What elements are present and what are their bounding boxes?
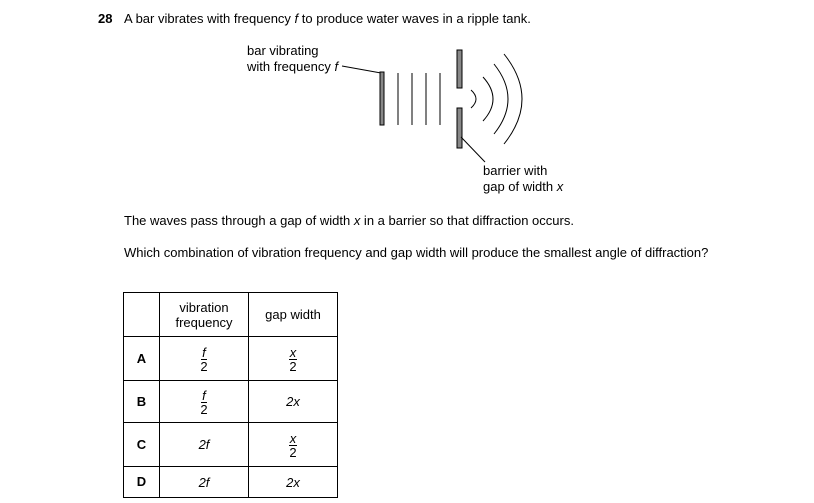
barrier-bottom bbox=[457, 108, 462, 148]
question-text: A bar vibrates with frequency f to produce water waves in a ripple tank. bbox=[124, 11, 531, 26]
option-row-d[interactable] bbox=[124, 467, 338, 498]
barrier-label bbox=[483, 163, 563, 195]
barrier-top bbox=[457, 50, 462, 88]
barrier-label-line1: barrier with bbox=[483, 163, 548, 178]
curved-wavefront-4 bbox=[504, 54, 522, 144]
option-row-b[interactable] bbox=[124, 381, 338, 423]
bar-label-line2: with frequency f bbox=[247, 59, 339, 74]
gap-value: 2x bbox=[286, 474, 300, 490]
frac-numerator: f bbox=[202, 387, 206, 403]
header-gap-width: gap width bbox=[249, 293, 338, 337]
frac-numerator: f bbox=[202, 344, 206, 360]
frac-denominator: 2 bbox=[200, 358, 208, 374]
header-frequency-line2: frequency bbox=[175, 314, 233, 330]
frequency-value: 2f bbox=[198, 437, 210, 452]
option-letter[interactable]: C bbox=[136, 437, 147, 452]
frac-numerator: x bbox=[289, 344, 297, 360]
vibrating-bar bbox=[380, 72, 384, 125]
gap-value: 2x bbox=[286, 394, 300, 409]
header-frequency-line1: vibration bbox=[179, 299, 229, 315]
gap-fraction bbox=[289, 432, 298, 459]
frequency-value: 2f bbox=[198, 474, 210, 490]
frequency-fraction bbox=[200, 389, 207, 416]
frac-denominator: 2 bbox=[289, 358, 297, 374]
barrier-label-line2: gap of width x bbox=[483, 179, 564, 194]
curved-wavefront-1 bbox=[471, 90, 476, 108]
gap-fraction bbox=[289, 346, 298, 373]
bar-label-line1: bar vibrating bbox=[247, 43, 319, 58]
option-row-c[interactable] bbox=[124, 423, 338, 467]
table-header-row bbox=[124, 293, 338, 337]
option-letter[interactable]: B bbox=[136, 394, 147, 409]
frequency-fraction bbox=[200, 346, 207, 373]
option-letter[interactable]: D bbox=[136, 474, 147, 489]
frac-denominator: 2 bbox=[289, 444, 297, 460]
answer-table bbox=[123, 292, 338, 498]
question-number: 28 bbox=[98, 11, 113, 26]
question-stem-2: Which combination of vibration frequency and gap width will produce the smallest angle of diffraction? bbox=[124, 245, 709, 260]
option-letter[interactable]: A bbox=[136, 351, 147, 366]
frac-numerator: x bbox=[289, 430, 297, 446]
bar-leader-line bbox=[342, 66, 381, 73]
option-row-a[interactable] bbox=[124, 337, 338, 381]
question-stem-1: The waves pass through a gap of width x in a barrier so that diffraction occurs. bbox=[124, 213, 574, 228]
header-empty-cell bbox=[124, 293, 160, 337]
curved-wavefront-2 bbox=[483, 77, 493, 121]
header-frequency bbox=[160, 293, 249, 337]
frac-denominator: 2 bbox=[200, 401, 208, 417]
curved-wavefront-3 bbox=[494, 64, 508, 134]
barrier-leader-line bbox=[461, 137, 485, 162]
